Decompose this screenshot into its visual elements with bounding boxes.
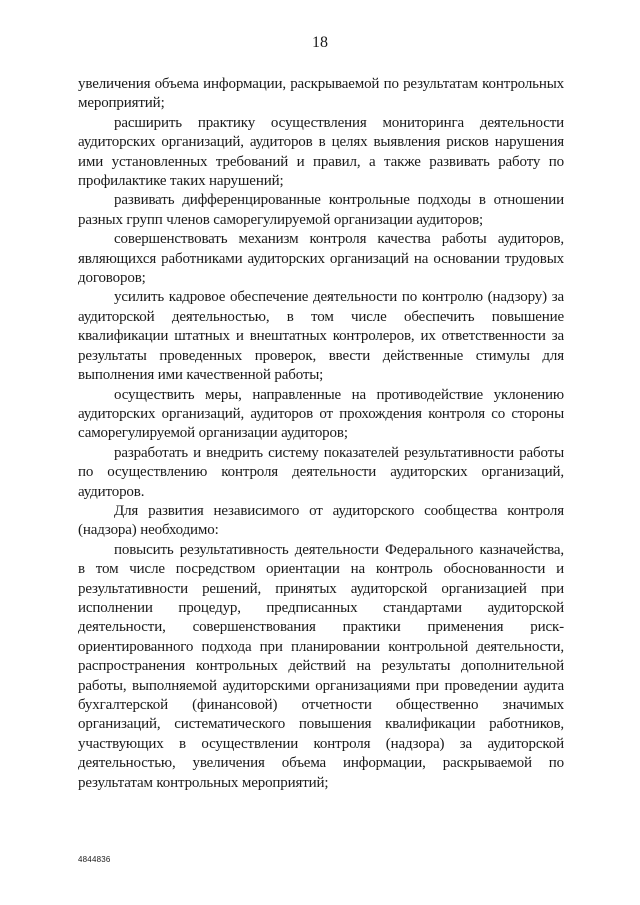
paragraph: совершенствовать механизм контроля качества работы аудиторов, являющихся работниками аудиторских организаций на основании трудовых договоров; xyxy=(78,231,564,287)
paragraph: увеличения объема информации, раскрываемой по результатам контрольных мероприятий; xyxy=(78,76,564,112)
paragraph: осуществить меры, направленные на противодействие уклонению аудиторских организаций, аудиторов от прохождения контроля со стороны саморегулируемой организации аудиторов; xyxy=(78,386,564,442)
paragraph: усилить кадровое обеспечение деятельности по контролю (надзору) за аудиторской деятельностью, в том числе обеспечить повышение квалификации штатных и внештатных контролеров, их ответственности за результаты проведенных проверок, ввести действенные стимулы для выполнения ими качественной работы; xyxy=(78,289,564,384)
paragraph: Для развития независимого от аудиторского сообщества контроля (надзора) необходимо: xyxy=(78,502,564,539)
document-code: 4844836 xyxy=(78,855,111,864)
paragraph: расширить практику осуществления мониторинга деятельности аудиторских организаций, аудиторов в целях выявления рисков нарушения ими установленных требований и правил, а также развивать работу по профилактике таких нарушений; xyxy=(78,114,564,190)
paragraph: развивать дифференцированные контрольные подходы в отношении разных групп членов саморегулируемой организации аудиторов; xyxy=(78,192,564,228)
document-body xyxy=(78,75,564,793)
paragraph: разработать и внедрить систему показателей результативности работы по осуществлению контроля деятельности аудиторских организаций, аудиторов. xyxy=(78,444,564,500)
page-number: 18 xyxy=(312,34,328,51)
paragraph: повысить результативность деятельности Федерального казначейства, в том числе посредством ориентации на контроль обоснованности и результативности решений, принятых аудиторской организацией при исполнении процедур, предписанных стандартами аудиторской деятельности, совершенствования практики применения риск-ориентированного подхода при планировании контрольной деятельности, распространения контрольных действий на результаты дополнительной работы, выполняемой аудиторскими организациями при проведении аудита бухгалтерской (финансовой) отчетности общественно значимых организаций, систематического повышения квалификации работников, участвующих в осуществлении контроля (надзора) за аудиторской деятельностью, увеличения объема информации, раскрываемой по результатам контрольных мероприятий; xyxy=(78,541,564,791)
